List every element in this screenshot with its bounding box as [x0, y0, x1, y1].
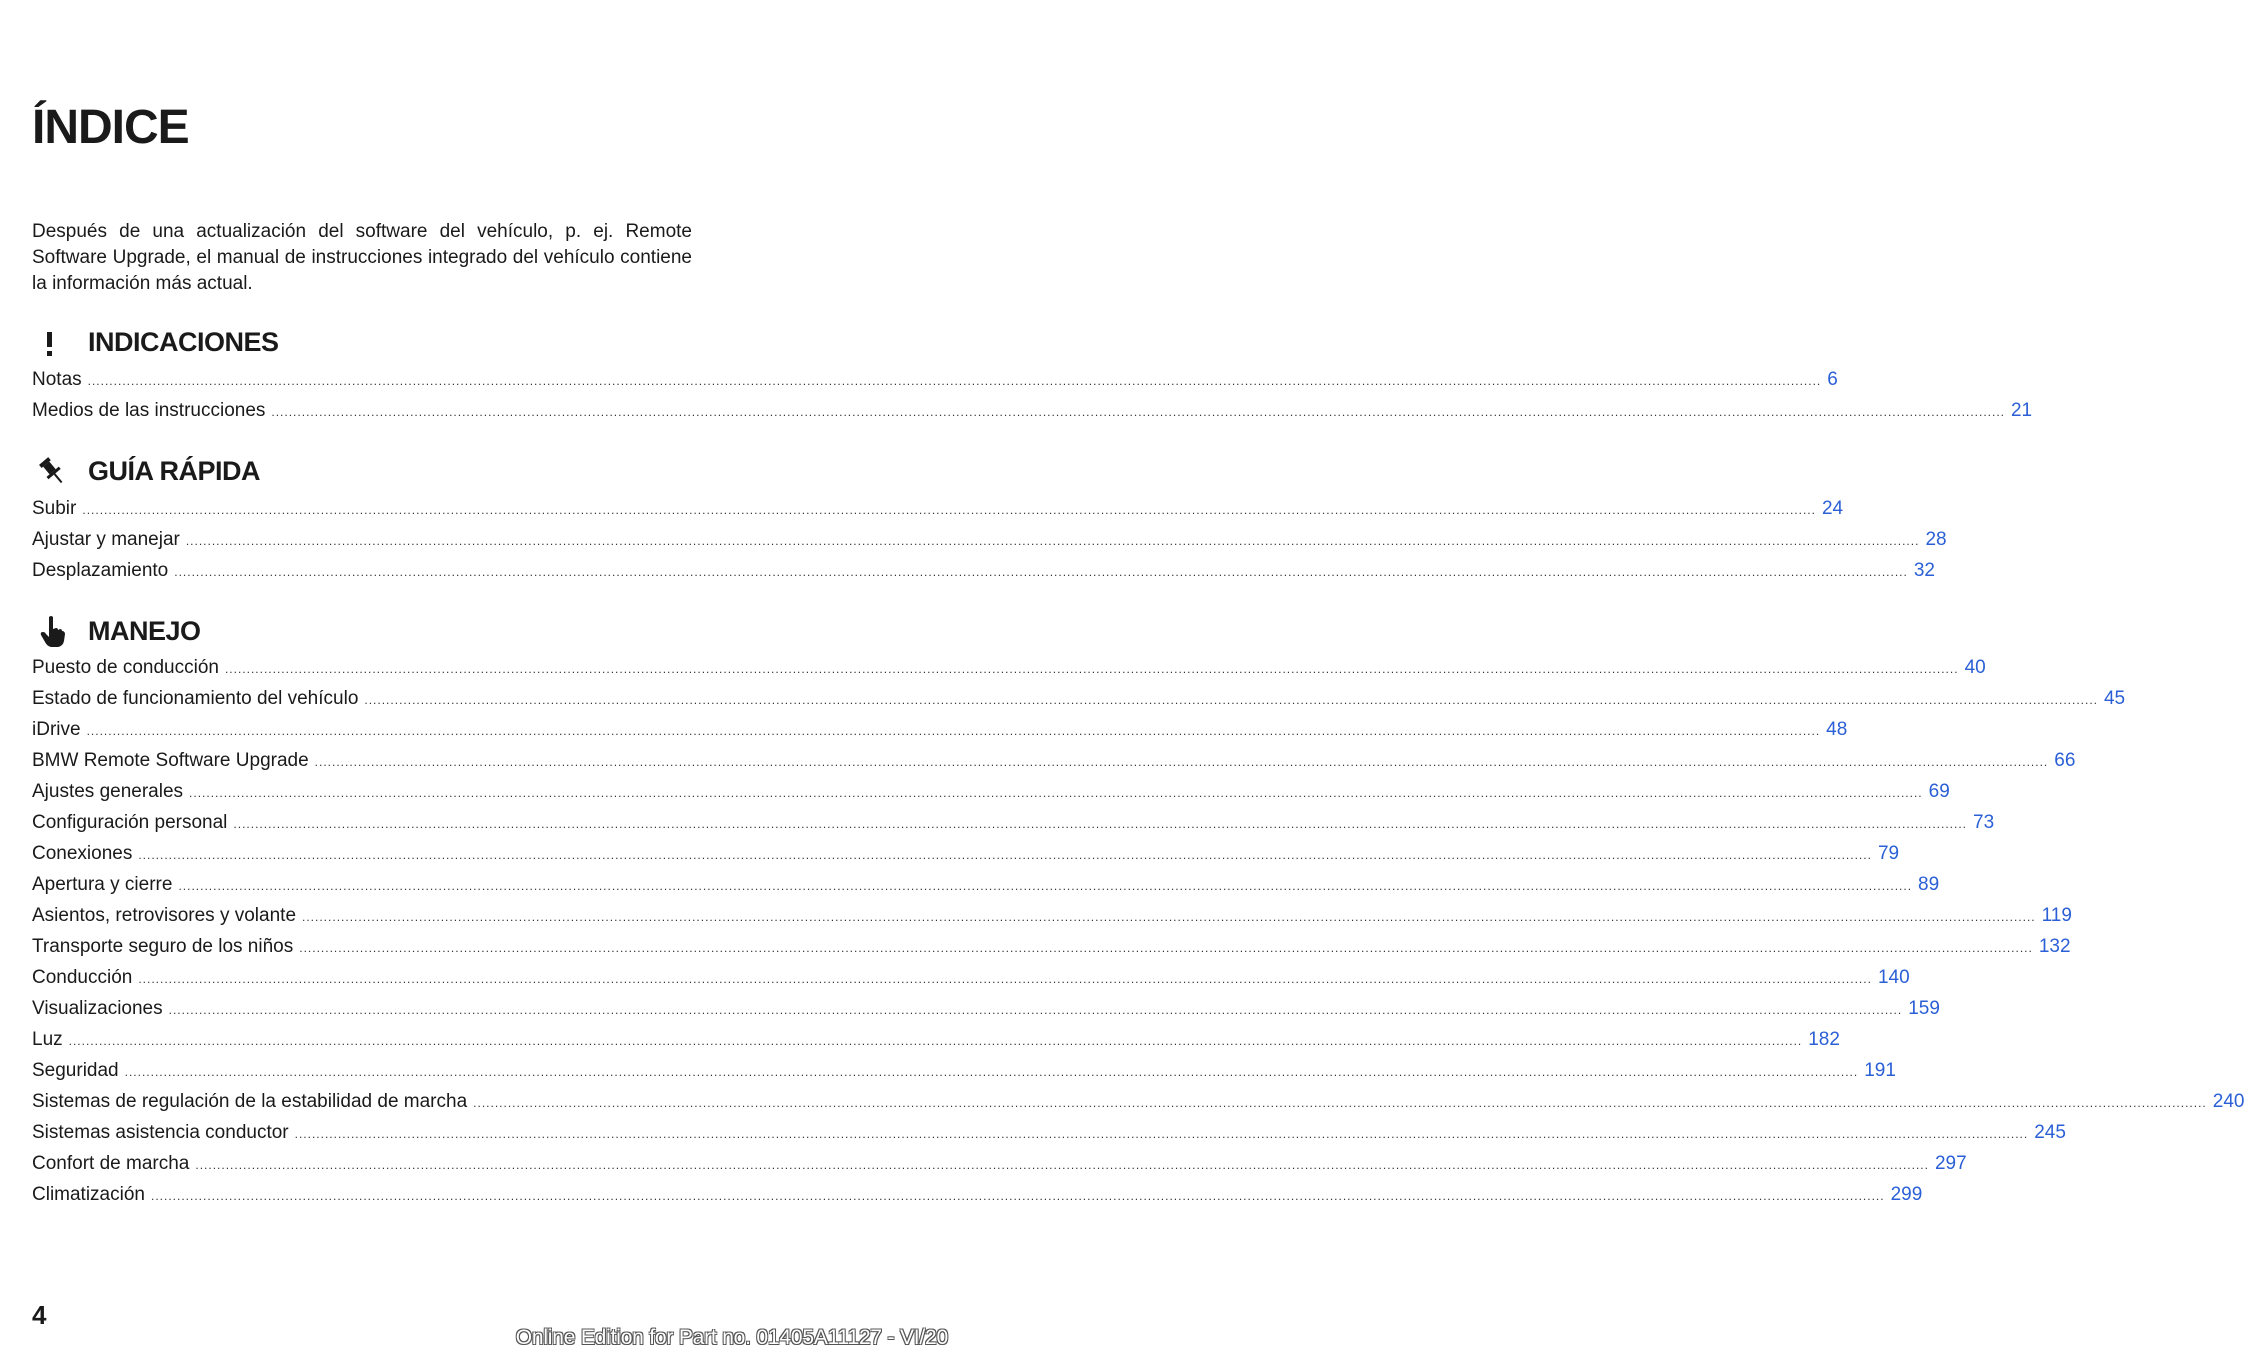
- toc-entry-label: Ajustar y manejar: [32, 529, 180, 550]
- toc-entry-label: Puesto de conducción: [32, 657, 219, 678]
- toc-entry[interactable]: [32, 776, 1950, 807]
- leader-dots: ................................................................................................................................................................................................................................................................................................................................................................................................................: [195, 1158, 1929, 1172]
- toc-entry-label: Apertura y cierre: [32, 874, 173, 895]
- intro-paragraph: Después de una actualización del software del vehículo, p. ej. Remote Software Upgrade, el manual de instrucciones integrado del vehículo contiene la información más actual.: [32, 221, 692, 294]
- toc-entry-page-link[interactable]: 6: [1827, 369, 1838, 390]
- leader-dots: ................................................................................................................................................................................................................................................................................................................................................................................................................: [150, 1189, 1885, 1203]
- toc-entry-label: Visualizaciones: [32, 998, 163, 1019]
- toc-entry-label: Notas: [32, 369, 82, 390]
- toc-entry-page-link[interactable]: 240: [2212, 1091, 2244, 1112]
- toc-entry-page-link[interactable]: 299: [1890, 1184, 1923, 1205]
- toc-entry-page-link[interactable]: 40: [1964, 657, 1986, 678]
- section-title: INDICACIONES: [88, 327, 279, 357]
- leader-dots: ................................................................................................................................................................................................................................................................................................................................................................................................................: [87, 374, 1822, 388]
- toc-entry-label: Conexiones: [32, 843, 133, 864]
- toc-entry[interactable]: [32, 1179, 1923, 1210]
- toc-entry[interactable]: [32, 745, 2076, 776]
- section-title: GUÍA RÁPIDA: [88, 456, 261, 486]
- toc-entry[interactable]: [32, 1024, 1840, 1055]
- toc-entry-label: Desplazamiento: [32, 560, 169, 581]
- toc-entry-label: Configuración personal: [32, 812, 228, 833]
- toc-entry-label: Estado de funcionamiento del vehículo: [32, 688, 359, 709]
- leader-dots: ................................................................................................................................................................................................................................................................................................................................................................................................................: [168, 1003, 1903, 1017]
- toc-entry[interactable]: [32, 807, 1995, 838]
- toc-entry[interactable]: [32, 838, 1900, 869]
- pin-icon: [32, 454, 72, 488]
- section-header-guia-rapida: [32, 454, 692, 488]
- toc-entry[interactable]: [32, 1086, 2244, 1117]
- toc-entry[interactable]: [32, 931, 2071, 962]
- leader-dots: ................................................................................................................................................................................................................................................................................................................................................................................................................: [68, 1034, 1803, 1048]
- toc-entry-page-link[interactable]: 45: [2103, 688, 2126, 709]
- toc-entry[interactable]: [32, 652, 1986, 683]
- toc-entry-label: BMW Remote Software Upgrade: [32, 750, 309, 771]
- toc-entry-page-link[interactable]: 21: [2010, 400, 2033, 421]
- exclamation-icon: [32, 325, 72, 359]
- toc-entry[interactable]: [32, 962, 1910, 993]
- leader-dots: ................................................................................................................................................................................................................................................................................................................................................................................................................: [294, 1127, 2029, 1141]
- toc-entry-label: Sistemas asistencia conductor: [32, 1122, 289, 1143]
- toc-entry-label: Subir: [32, 498, 77, 519]
- toc-entry[interactable]: [32, 869, 1940, 900]
- leader-dots: ................................................................................................................................................................................................................................................................................................................................................................................................................: [174, 565, 1908, 579]
- toc-entry-page-link[interactable]: 28: [1925, 529, 1947, 550]
- hand-pointer-icon: [32, 614, 72, 648]
- toc-entry-page-link[interactable]: 73: [1973, 812, 1995, 833]
- toc-entry-label: Confort de marcha: [32, 1153, 190, 1174]
- toc-entry[interactable]: [32, 493, 1844, 524]
- leader-dots: ................................................................................................................................................................................................................................................................................................................................................................................................................: [82, 503, 1816, 517]
- toc-entry-page-link[interactable]: 66: [2054, 750, 2076, 771]
- leader-dots: ................................................................................................................................................................................................................................................................................................................................................................................................................: [185, 534, 1920, 548]
- page-title: ÍNDICE: [32, 101, 189, 154]
- section-header-indicaciones: [32, 325, 692, 359]
- leader-dots: ................................................................................................................................................................................................................................................................................................................................................................................................................: [364, 693, 2098, 707]
- leader-dots: ................................................................................................................................................................................................................................................................................................................................................................................................................: [138, 848, 1872, 862]
- toc-entry-label: Medios de las instrucciones: [32, 400, 266, 421]
- toc-entry-label: Sistemas de regulación de la estabilidad de marcha: [32, 1091, 468, 1112]
- leader-dots: ................................................................................................................................................................................................................................................................................................................................................................................................................: [302, 910, 2036, 924]
- toc-entry-page-link[interactable]: 89: [1918, 874, 1940, 895]
- toc-list-guia-rapida: [32, 493, 1947, 586]
- toc-entry[interactable]: [32, 524, 1947, 555]
- toc-entry-label: Transporte seguro de los niños: [32, 936, 294, 957]
- leader-dots: ................................................................................................................................................................................................................................................................................................................................................................................................................: [224, 662, 1959, 676]
- toc-entry[interactable]: [32, 1148, 1967, 1179]
- toc-entry-page-link[interactable]: 159: [1908, 998, 1940, 1019]
- toc-entry-page-link[interactable]: 297: [1934, 1153, 1967, 1174]
- toc-entry-page-link[interactable]: 182: [1808, 1029, 1840, 1050]
- toc-entry-page-link[interactable]: 24: [1821, 498, 1844, 519]
- toc-entry[interactable]: [32, 364, 1838, 395]
- toc-entry-label: Climatización: [32, 1184, 145, 1205]
- leader-dots: ................................................................................................................................................................................................................................................................................................................................................................................................................: [86, 724, 1821, 738]
- leader-dots: ................................................................................................................................................................................................................................................................................................................................................................................................................: [271, 405, 2005, 419]
- toc-entry[interactable]: [32, 1055, 1896, 1086]
- toc-entry-label: Luz: [32, 1029, 63, 1050]
- toc-entry-label: Ajustes generales: [32, 781, 184, 802]
- page-number: 4: [32, 1300, 47, 1330]
- leader-dots: ................................................................................................................................................................................................................................................................................................................................................................................................................: [189, 786, 1923, 800]
- toc-entry-label: Conducción: [32, 967, 133, 988]
- toc-entry[interactable]: [32, 395, 2033, 426]
- leader-dots: ................................................................................................................................................................................................................................................................................................................................................................................................................: [473, 1096, 2207, 1110]
- toc-list-manejo: [32, 652, 2244, 1210]
- toc-entry-label: Asientos, retrovisores y volante: [32, 905, 297, 926]
- toc-entry-page-link[interactable]: 48: [1826, 719, 1848, 740]
- toc-entry[interactable]: [32, 714, 1848, 745]
- leader-dots: ................................................................................................................................................................................................................................................................................................................................................................................................................: [299, 941, 2033, 955]
- toc-entry[interactable]: [32, 993, 1940, 1024]
- leader-dots: ................................................................................................................................................................................................................................................................................................................................................................................................................: [314, 755, 2049, 769]
- section-header-manejo: [32, 614, 692, 648]
- toc-entry[interactable]: [32, 900, 2072, 931]
- toc-entry-page-link[interactable]: 140: [1877, 967, 1910, 988]
- toc-entry-page-link[interactable]: 245: [2034, 1122, 2066, 1143]
- leader-dots: ................................................................................................................................................................................................................................................................................................................................................................................................................: [178, 879, 1913, 893]
- footer-edition-text: Online Edition for Part no. 01405A11127 - VI/20: [515, 1326, 948, 1349]
- toc-entry[interactable]: [32, 1117, 2066, 1148]
- toc-entry-page-link[interactable]: 32: [1913, 560, 1935, 581]
- toc-entry-page-link[interactable]: 119: [2041, 905, 2072, 926]
- leader-dots: ................................................................................................................................................................................................................................................................................................................................................................................................................: [138, 972, 1872, 986]
- toc-entry-page-link[interactable]: 191: [1864, 1060, 1896, 1081]
- toc-entry-page-link[interactable]: 79: [1877, 843, 1900, 864]
- toc-entry[interactable]: [32, 683, 2126, 714]
- toc-entry[interactable]: [32, 555, 1935, 586]
- leader-dots: ................................................................................................................................................................................................................................................................................................................................................................................................................: [233, 817, 1967, 831]
- section-title: MANEJO: [88, 616, 201, 646]
- leader-dots: ................................................................................................................................................................................................................................................................................................................................................................................................................: [124, 1065, 1859, 1079]
- toc-entry-page-link[interactable]: 132: [2038, 936, 2071, 957]
- toc-entry-page-link[interactable]: 69: [1928, 781, 1950, 802]
- toc-list-indicaciones: [32, 364, 2033, 426]
- toc-entry-label: iDrive: [32, 719, 81, 740]
- toc-entry-label: Seguridad: [32, 1060, 119, 1081]
